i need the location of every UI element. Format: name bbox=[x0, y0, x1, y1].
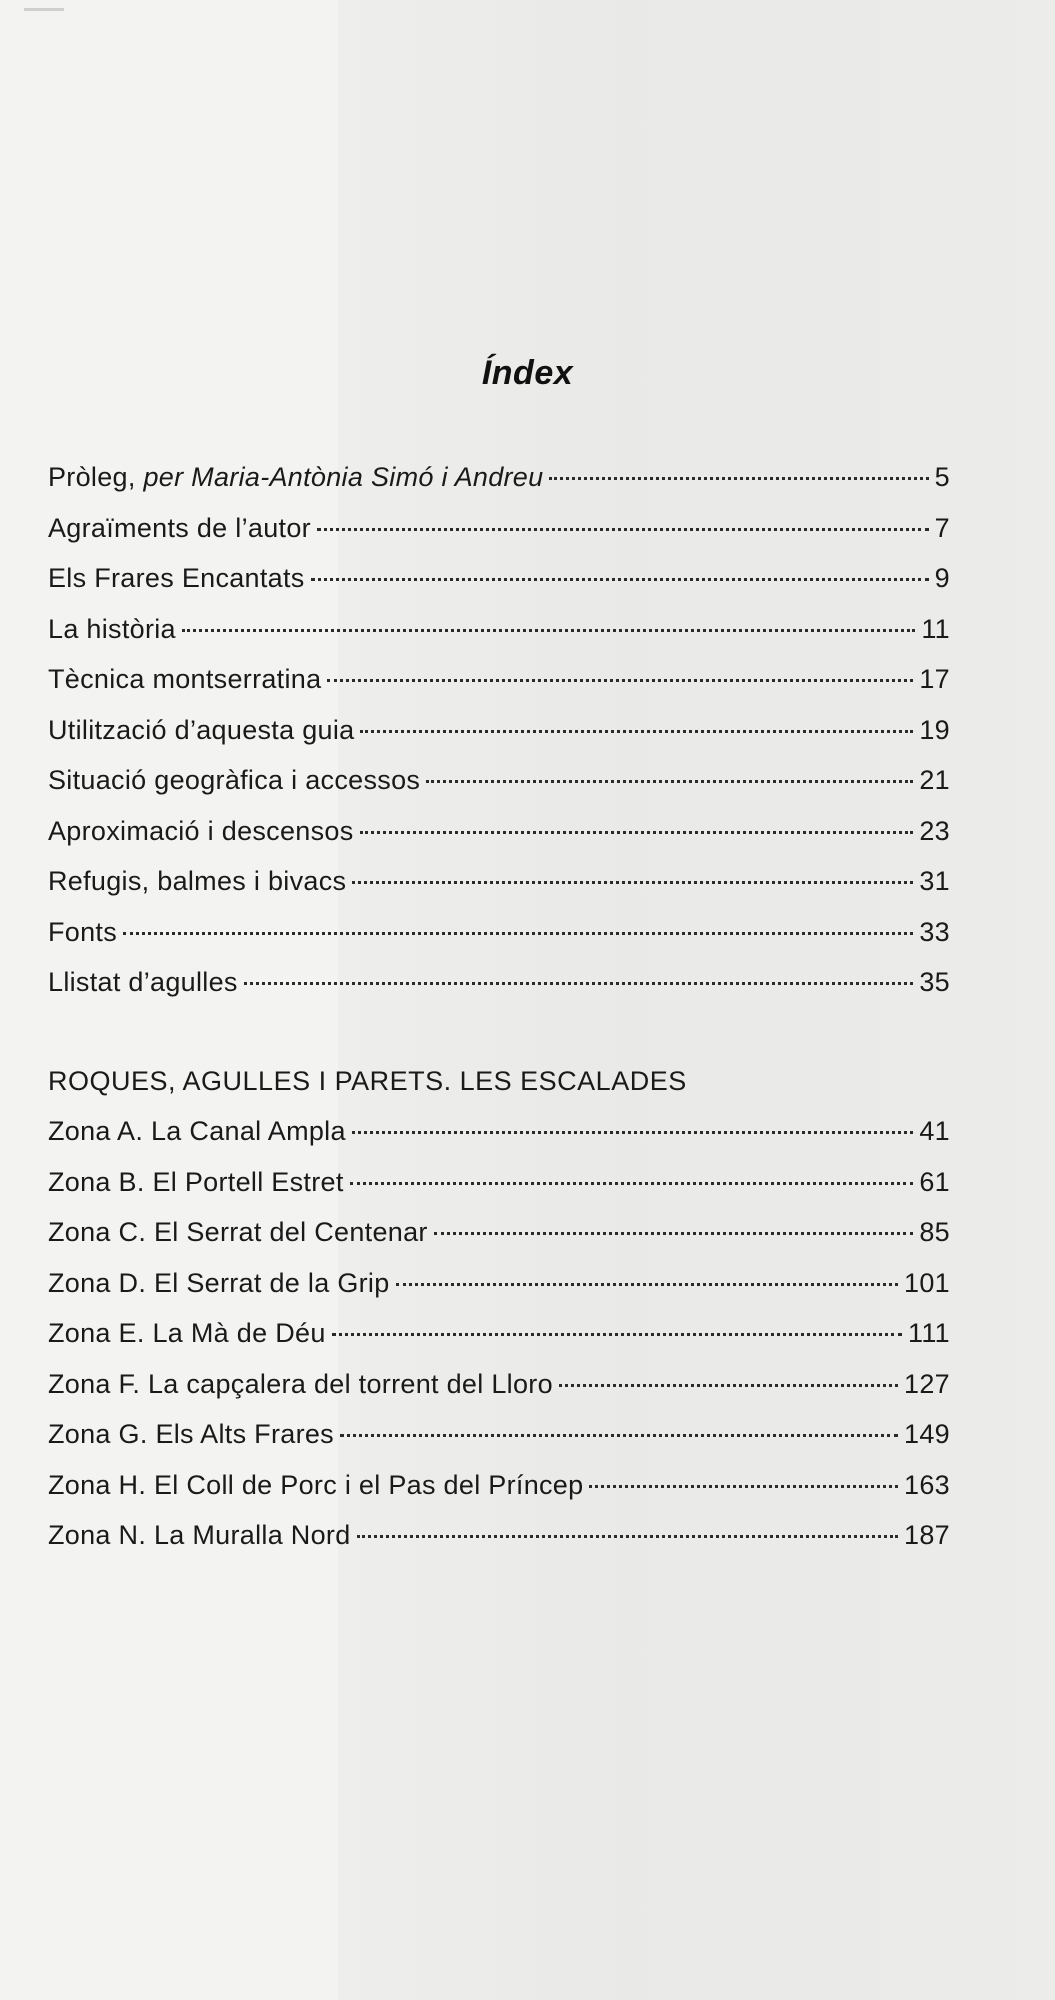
dot-leader bbox=[327, 679, 913, 682]
toc-entry-title: Situació geogràfica i accessos bbox=[48, 765, 421, 795]
toc-entry bbox=[48, 1268, 950, 1308]
toc-entry-label bbox=[48, 715, 354, 746]
toc-entry-page-number: 7 bbox=[934, 512, 950, 543]
dot-leader bbox=[396, 1283, 899, 1286]
toc-entry-page-number: 9 bbox=[934, 563, 950, 593]
toc-entry-page-number: 41 bbox=[919, 1116, 950, 1146]
toc-entry-title: Pròleg, bbox=[48, 462, 144, 492]
toc-entry-title: Aproximació i descensos bbox=[48, 815, 354, 846]
toc-entry-page-number: 11 bbox=[921, 613, 950, 644]
toc-entry bbox=[48, 1419, 950, 1459]
toc-entry-label bbox=[48, 1116, 346, 1147]
toc-entry-page-number: 101 bbox=[904, 1267, 950, 1298]
toc-entry-label bbox=[48, 462, 543, 493]
toc-entry bbox=[48, 1520, 950, 1560]
dot-leader bbox=[317, 528, 929, 531]
toc-entry-page-number: 5 bbox=[934, 462, 950, 492]
dot-leader bbox=[589, 1485, 898, 1488]
dot-leader bbox=[350, 1182, 914, 1185]
dot-leader bbox=[549, 477, 928, 480]
toc-entry-label bbox=[48, 816, 354, 847]
toc-entry-label bbox=[48, 1268, 390, 1299]
dot-leader bbox=[182, 629, 915, 632]
toc-entry-author: per Maria-Antònia Simó i Andreu bbox=[143, 462, 544, 492]
dot-leader bbox=[352, 1131, 914, 1134]
toc-entry-label bbox=[48, 1520, 351, 1551]
toc-entry-page-number: 31 bbox=[919, 866, 950, 896]
toc-entry-title: Refugis, balmes i bivacs bbox=[48, 866, 347, 896]
dot-leader bbox=[244, 982, 914, 985]
toc-entry bbox=[48, 462, 950, 502]
toc-entry-page-number: 85 bbox=[919, 1217, 950, 1247]
toc-entry-title: Zona C. El Serrat del Centenar bbox=[48, 1217, 428, 1247]
toc-entry-label bbox=[48, 1318, 326, 1349]
toc-entry-label bbox=[48, 664, 321, 695]
toc-entry-title: Zona G. Els Alts Frares bbox=[48, 1419, 334, 1449]
toc-entry bbox=[48, 866, 950, 906]
toc-entry bbox=[48, 917, 950, 957]
toc-entry-label bbox=[48, 1369, 553, 1400]
toc-entry-title: Zona F. La capçalera del torrent del Lloro bbox=[48, 1368, 553, 1399]
dot-leader bbox=[123, 932, 913, 935]
toc-entry-title: Llistat d’agulles bbox=[48, 967, 238, 997]
toc-entry bbox=[48, 664, 950, 704]
toc-entry-title: Zona A. La Canal Ampla bbox=[48, 1116, 346, 1146]
toc-entry bbox=[48, 816, 950, 856]
dot-leader bbox=[434, 1232, 914, 1235]
toc-entry-label bbox=[48, 563, 305, 594]
toc-entry-title: Utilització d’aquesta guia bbox=[48, 714, 355, 745]
toc-entry-label bbox=[48, 513, 311, 544]
toc-entry-title: Zona D. El Serrat de la Grip bbox=[48, 1267, 390, 1298]
toc-entry-title: La història bbox=[48, 613, 176, 644]
toc-entry-page-number: 187 bbox=[904, 1520, 950, 1550]
toc-entry-label bbox=[48, 1167, 344, 1198]
section-heading: ROQUES, AGULLES I PARETS. LES ESCALADES bbox=[48, 1066, 687, 1096]
dot-leader bbox=[340, 1434, 898, 1437]
page-title: Índex bbox=[481, 354, 574, 392]
toc-entry-page-number: 19 bbox=[919, 714, 950, 745]
toc-entry-title: Els Frares Encantats bbox=[48, 563, 305, 593]
toc-entry bbox=[48, 614, 950, 654]
dot-leader bbox=[360, 831, 914, 834]
toc-entry-title: Zona H. El Coll de Porc i el Pas del Príncep bbox=[48, 1469, 584, 1500]
dot-leader bbox=[352, 881, 913, 884]
dot-leader bbox=[357, 1535, 899, 1538]
toc-entry-label bbox=[48, 1217, 428, 1248]
dot-leader bbox=[360, 730, 913, 733]
toc-entry-title: Tècnica montserratina bbox=[48, 664, 322, 694]
toc-entry bbox=[48, 513, 950, 553]
toc-entry bbox=[48, 1318, 950, 1358]
toc-entry bbox=[48, 1167, 950, 1207]
toc-entry-page-number: 61 bbox=[919, 1166, 950, 1197]
toc-entry-label bbox=[48, 1470, 583, 1501]
toc-entry bbox=[48, 563, 950, 603]
toc-entry bbox=[48, 765, 950, 805]
toc-entry-page-number: 163 bbox=[904, 1469, 950, 1500]
toc-entry bbox=[48, 1470, 950, 1510]
toc-entry-title: Zona N. La Muralla Nord bbox=[48, 1520, 351, 1550]
toc-entry-page-number: 17 bbox=[919, 664, 950, 694]
dot-leader bbox=[332, 1333, 902, 1336]
toc-entry-label bbox=[48, 866, 346, 897]
toc-entry bbox=[48, 1116, 950, 1156]
toc-entry-label bbox=[48, 967, 238, 998]
toc-entry bbox=[48, 967, 950, 1007]
dot-leader bbox=[559, 1384, 898, 1387]
toc-entry-label bbox=[48, 917, 117, 948]
toc-entry-label bbox=[48, 765, 420, 796]
toc-entry-label bbox=[48, 1419, 334, 1450]
toc-entry-title: Agraïments de l’autor bbox=[48, 512, 311, 543]
dot-leader bbox=[311, 578, 929, 581]
toc-entry-page-number: 33 bbox=[919, 916, 950, 947]
dot-leader bbox=[426, 780, 913, 783]
toc-entry-label bbox=[48, 614, 176, 645]
toc-entry-page-number: 23 bbox=[919, 815, 950, 846]
toc-entry bbox=[48, 1369, 950, 1409]
toc-entry-title: Zona B. El Portell Estret bbox=[48, 1166, 344, 1197]
toc-entry-page-number: 35 bbox=[919, 967, 950, 997]
toc-entry-page-number: 127 bbox=[904, 1368, 950, 1399]
toc-entry-page-number: 111 bbox=[908, 1318, 950, 1348]
toc-entry bbox=[48, 715, 950, 755]
toc-entry-page-number: 21 bbox=[919, 765, 950, 795]
toc-entry-page-number: 149 bbox=[904, 1419, 950, 1449]
toc-entry-title: Zona E. La Mà de Déu bbox=[48, 1318, 326, 1348]
toc-entry bbox=[48, 1217, 950, 1257]
toc-entry-title: Fonts bbox=[48, 916, 118, 947]
